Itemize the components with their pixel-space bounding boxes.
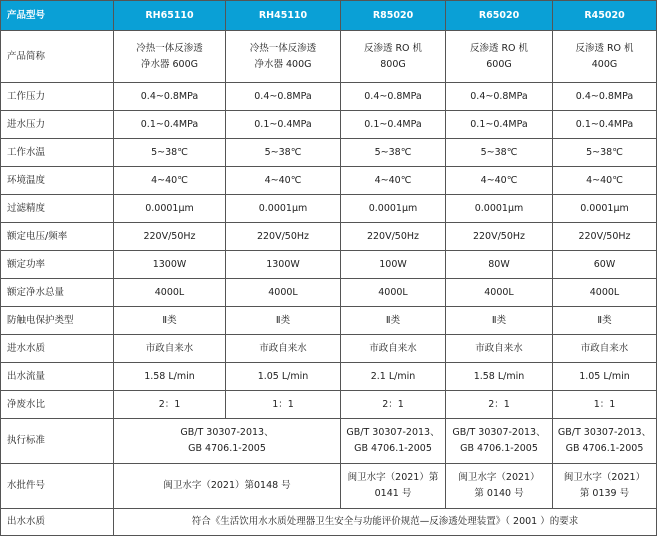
cell-line: 600G [486, 58, 512, 70]
row-label: 进水压力 [1, 111, 114, 139]
table-cell: 220V/50Hz [553, 223, 657, 251]
row-label: 执行标准 [1, 419, 114, 464]
row-label: 额定电压/频率 [1, 223, 114, 251]
table-cell: 5~38℃ [341, 139, 446, 167]
cell-line: 闽卫水字（2021） [458, 472, 540, 483]
table-cell: 2：1 [341, 391, 446, 419]
table-cell: Ⅱ类 [226, 307, 341, 335]
table-row [1, 31, 657, 83]
table-cell [226, 31, 341, 83]
table-cell: 0.1~0.4MPa [226, 111, 341, 139]
table-cell: 5~38℃ [446, 139, 553, 167]
table-row [1, 335, 657, 363]
row-label: 进水水质 [1, 335, 114, 363]
table-cell: 0.4~0.8MPa [114, 83, 226, 111]
table-cell: 220V/50Hz [341, 223, 446, 251]
table-cell: 80W [446, 251, 553, 279]
cell-line: 闽卫水字（2021）第 [347, 472, 439, 483]
table-cell: Ⅱ类 [446, 307, 553, 335]
cell-line: 0141 号 [374, 488, 412, 499]
row-label: 产品简称 [1, 31, 114, 83]
cell-line: GB/T 30307-2013、 [346, 427, 440, 438]
row-label: 水批件号 [1, 464, 114, 509]
table-cell: 0.4~0.8MPa [341, 83, 446, 111]
row-label: 净废水比 [1, 391, 114, 419]
table-cell: 0.0001μm [341, 195, 446, 223]
cell-line: GB/T 30307-2013、 [557, 427, 652, 438]
table-cell: 4~40℃ [341, 167, 446, 195]
table-cell: 1.58 L/min [446, 363, 553, 391]
table-row [1, 139, 657, 167]
table-cell [341, 419, 446, 464]
table-row [1, 464, 657, 509]
cell-line: 第 0139 号 [579, 488, 630, 499]
table-cell: 5~38℃ [114, 139, 226, 167]
table-cell [446, 31, 553, 83]
cell-line: GB 4706.1-2005 [188, 443, 266, 454]
row-label: 额定净水总量 [1, 279, 114, 307]
table-cell: 符合《生活饮用水水质处理器卫生安全与功能评价规范—反渗透处理装置》（ 2001 ）的要求 [114, 509, 657, 536]
row-label: 过滤精度 [1, 195, 114, 223]
table-cell: 1300W [226, 251, 341, 279]
cell-line: 800G [380, 58, 406, 70]
cell-line: 反渗透 RO 机 [363, 42, 423, 54]
table-cell: 0.4~0.8MPa [446, 83, 553, 111]
cell-line: 闽卫水字（2021） [563, 472, 646, 483]
table-cell: 2：1 [114, 391, 226, 419]
table-cell: 100W [341, 251, 446, 279]
table-row [1, 167, 657, 195]
table-cell: 2：1 [446, 391, 553, 419]
table-cell: 5~38℃ [226, 139, 341, 167]
table-cell [553, 419, 657, 464]
table-cell: 闽卫水字（2021）第0148 号 [114, 464, 341, 509]
table-cell: 220V/50Hz [226, 223, 341, 251]
table-cell: 4~40℃ [114, 167, 226, 195]
table-cell: 0.1~0.4MPa [341, 111, 446, 139]
table-cell: 市政自来水 [114, 335, 226, 363]
row-label: 出水水质 [1, 509, 114, 536]
table-cell: 220V/50Hz [114, 223, 226, 251]
table-cell: 4000L [553, 279, 657, 307]
cell-line: 400G [591, 58, 618, 70]
cell-line: GB 4706.1-2005 [354, 443, 432, 454]
table-row [1, 111, 657, 139]
table-cell: 4~40℃ [226, 167, 341, 195]
table-cell: 0.0001μm [553, 195, 657, 223]
cell-line: 净水器 600G [140, 58, 198, 70]
header-label: 产品型号 [1, 1, 114, 31]
table-cell: 市政自来水 [446, 335, 553, 363]
table-row [1, 251, 657, 279]
table-cell: 1300W [114, 251, 226, 279]
table-cell: 0.0001μm [114, 195, 226, 223]
table-cell: 1：1 [226, 391, 341, 419]
table-cell [446, 419, 553, 464]
header-model: RH65110 [114, 1, 226, 31]
table-row [1, 279, 657, 307]
table-cell [446, 464, 553, 509]
table-cell: Ⅱ类 [114, 307, 226, 335]
table-cell: 1.05 L/min [226, 363, 341, 391]
table-cell [553, 464, 657, 509]
table-cell: 0.4~0.8MPa [553, 83, 657, 111]
row-label: 防触电保护类型 [1, 307, 114, 335]
cell-line: GB/T 30307-2013、 [180, 427, 274, 438]
cell-line: 反渗透 RO 机 [469, 42, 529, 54]
table-cell: 4000L [341, 279, 446, 307]
table-row [1, 83, 657, 111]
table-row [1, 419, 657, 464]
table-cell: 0.1~0.4MPa [114, 111, 226, 139]
cell-line: 反渗透 RO 机 [575, 42, 634, 54]
table-cell: Ⅱ类 [341, 307, 446, 335]
table-cell [553, 31, 657, 83]
header-model: R45020 [553, 1, 657, 31]
cell-line: GB 4706.1-2005 [565, 443, 644, 454]
table-cell: 4~40℃ [553, 167, 657, 195]
table-cell: 1.58 L/min [114, 363, 226, 391]
row-label: 环境温度 [1, 167, 114, 195]
table-cell: 0.0001μm [226, 195, 341, 223]
table-row [1, 391, 657, 419]
table-cell: 市政自来水 [553, 335, 657, 363]
cell-line: GB 4706.1-2005 [460, 443, 538, 454]
table-cell: 市政自来水 [226, 335, 341, 363]
table-row [1, 195, 657, 223]
table-row [1, 363, 657, 391]
row-label: 工作压力 [1, 83, 114, 111]
table-cell: 0.1~0.4MPa [446, 111, 553, 139]
table-cell: 2.1 L/min [341, 363, 446, 391]
table-cell [114, 31, 226, 83]
table-cell: 4000L [114, 279, 226, 307]
table-cell: 4~40℃ [446, 167, 553, 195]
table-cell: 4000L [446, 279, 553, 307]
cell-line: 净水器 400G [254, 58, 312, 70]
table-cell: 60W [553, 251, 657, 279]
table-cell: Ⅱ类 [553, 307, 657, 335]
row-label: 工作水温 [1, 139, 114, 167]
table-cell [341, 31, 446, 83]
row-label: 出水流量 [1, 363, 114, 391]
table-cell: 0.0001μm [446, 195, 553, 223]
header-model: R65020 [446, 1, 553, 31]
table-cell: 1.05 L/min [553, 363, 657, 391]
table-cell: 0.4~0.8MPa [226, 83, 341, 111]
header-row [1, 1, 657, 31]
table-cell [341, 464, 446, 509]
cell-line: 第 0140 号 [474, 488, 524, 499]
header-model: RH45110 [226, 1, 341, 31]
table-cell: 0.1~0.4MPa [553, 111, 657, 139]
cell-line: GB/T 30307-2013、 [452, 427, 546, 438]
row-label: 额定功率 [1, 251, 114, 279]
table-cell: 1：1 [553, 391, 657, 419]
table-cell: 220V/50Hz [446, 223, 553, 251]
table-cell: 5~38℃ [553, 139, 657, 167]
table-row [1, 307, 657, 335]
cell-line: 冷热一体反渗透 [136, 42, 203, 54]
table-row [1, 509, 657, 536]
table-cell: 4000L [226, 279, 341, 307]
table-cell: 市政自来水 [341, 335, 446, 363]
header-model: R85020 [341, 1, 446, 31]
table-row [1, 223, 657, 251]
table-cell [114, 419, 341, 464]
cell-line: 冷热一体反渗透 [249, 42, 317, 54]
